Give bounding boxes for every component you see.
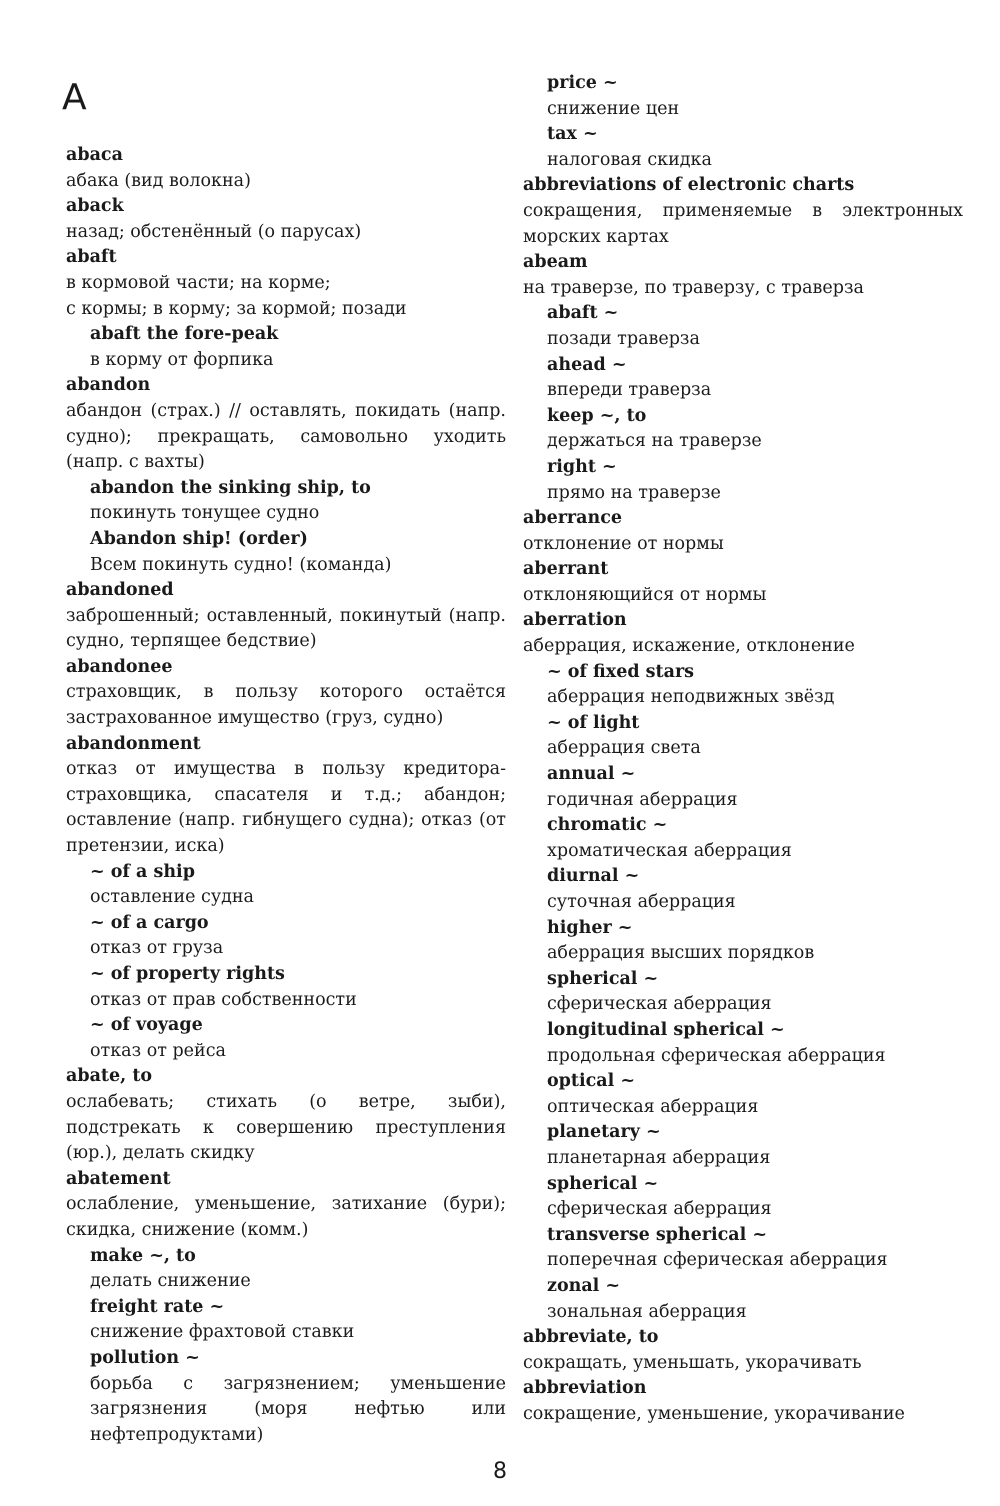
sub-entry: ~ of a cargo bbox=[90, 912, 209, 933]
sub-entry: optical ~ bbox=[547, 1071, 636, 1092]
definition: отклоняющийся от нормы bbox=[523, 584, 767, 605]
sub-definition: Всем покинуть судно! (команда) bbox=[90, 554, 392, 575]
sub-entry: price ~ bbox=[547, 73, 618, 93]
sub-definition: поперечная сферическая аберрация bbox=[547, 1250, 888, 1271]
definition: аберрация, искажение, отклонение bbox=[523, 636, 855, 657]
sub-entry: chromatic ~ bbox=[547, 815, 668, 836]
sub-definition: хроматическая аберрация bbox=[547, 840, 792, 861]
sub-definition: отказ от груза bbox=[90, 938, 224, 959]
sub-definition: снижение цен bbox=[547, 98, 680, 119]
sub-definition: позади траверза bbox=[547, 328, 700, 349]
sub-entry: planetary ~ bbox=[547, 1122, 661, 1143]
sub-definition: отказ от прав собственности bbox=[90, 989, 357, 1010]
sub-definition: снижение фрахтовой ставки bbox=[90, 1322, 355, 1343]
sub-definition: впереди траверза bbox=[547, 380, 712, 401]
sub-definition: сферическая аберрация bbox=[547, 994, 772, 1015]
sub-entry: spherical ~ bbox=[547, 1173, 659, 1194]
headword: aberration bbox=[523, 610, 627, 631]
headword: abeam bbox=[523, 252, 588, 273]
definition: на траверзе, по траверзу, с траверза bbox=[523, 277, 864, 298]
right-column bbox=[523, 71, 963, 1427]
sub-definition: борьба с загрязнением; уменьшение загрязнения (моря нефтью или нефтепродуктами) bbox=[90, 1373, 506, 1445]
sub-entry: longitudinal spherical ~ bbox=[547, 1019, 785, 1040]
sub-definition: в корму от форпика bbox=[90, 349, 274, 370]
headword: abaft bbox=[66, 247, 117, 268]
sub-entry: annual ~ bbox=[547, 764, 636, 785]
sub-entry: abandon the sinking ship, to bbox=[90, 477, 371, 498]
sub-definition: аберрация неподвижных звёзд bbox=[547, 687, 835, 708]
definition: с кормы; в корму; за кормой; позади bbox=[66, 298, 407, 319]
sub-definition: отказ от рейса bbox=[90, 1040, 226, 1061]
sub-entry: keep ~, to bbox=[547, 405, 647, 426]
sub-definition: делать снижение bbox=[90, 1271, 251, 1292]
sub-definition: покинуть тонущее судно bbox=[90, 503, 320, 524]
headword: abbreviation bbox=[523, 1378, 647, 1399]
sub-definition: планетарная аберрация bbox=[547, 1147, 771, 1168]
definition: сокращение, уменьшение, укорачивание bbox=[523, 1403, 905, 1424]
sub-entry: freight rate ~ bbox=[90, 1296, 225, 1317]
sub-entry: tax ~ bbox=[547, 124, 598, 145]
definition: сокращать, уменьшать, укорачивать bbox=[523, 1352, 862, 1373]
headword: abbreviations of electronic charts bbox=[523, 175, 855, 196]
definition: в кормовой части; на корме; bbox=[66, 272, 331, 293]
sub-entry: ~ of light bbox=[547, 712, 640, 733]
headword: aberrance bbox=[523, 508, 623, 529]
headword: aberrant bbox=[523, 559, 609, 580]
sub-definition: оптическая аберрация bbox=[547, 1096, 759, 1117]
headword: abaca bbox=[66, 145, 123, 165]
sub-entry: make ~, to bbox=[90, 1245, 196, 1266]
section-letter: A bbox=[62, 77, 87, 118]
sub-entry: Abandon ship! (order) bbox=[90, 528, 308, 549]
sub-entry: ~ of fixed stars bbox=[547, 661, 695, 682]
definition: отказ от имущества в пользу кредитора-страховщика, спасателя и т.д.; абандон; оставление (напр. гибнущего судна); отказ (от претензии, иска) bbox=[66, 759, 506, 857]
sub-entry: ~ of voyage bbox=[90, 1015, 203, 1036]
sub-entry: ~ of property rights bbox=[90, 964, 285, 985]
sub-definition: налоговая скидка bbox=[547, 149, 712, 170]
definition: заброшенный; оставленный, покинутый (напр. судно, терпящее бедствие) bbox=[66, 605, 506, 652]
left-column bbox=[66, 143, 506, 1445]
sub-definition: суточная аберрация bbox=[547, 892, 736, 912]
sub-entry: diurnal ~ bbox=[547, 866, 640, 887]
definition: сокращения, применяемые в электронных морских картах bbox=[523, 200, 963, 247]
headword: abandonment bbox=[66, 733, 201, 754]
headword: aback bbox=[66, 196, 124, 217]
definition: ослабевать; стихать (о ветре, зыби), подстрекать к совершению преступления (юр.), делать скидку bbox=[66, 1092, 506, 1164]
sub-definition: оставление судна bbox=[90, 887, 254, 908]
headword: abate, to bbox=[66, 1066, 153, 1087]
sub-entry: abaft ~ bbox=[547, 303, 619, 324]
headword: abatement bbox=[66, 1168, 171, 1189]
definition: страховщик, в пользу которого остаётся застрахованное имущество (груз, судно) bbox=[66, 682, 506, 729]
definition: абандон (страх.) // оставлять, покидать (напр. судно); прекращать, самовольно уходить (напр. с вахты) bbox=[66, 400, 506, 473]
definition: абака (вид волокна) bbox=[66, 170, 251, 191]
headword: abandoned bbox=[66, 580, 174, 601]
sub-entry: ~ of a ship bbox=[90, 861, 195, 882]
sub-entry: right ~ bbox=[547, 456, 617, 477]
sub-definition: зональная аберрация bbox=[547, 1301, 747, 1322]
page-number: 8 bbox=[493, 1459, 507, 1484]
sub-definition: прямо на траверзе bbox=[547, 482, 721, 503]
definition: назад; обстенённый (о парусах) bbox=[66, 221, 362, 242]
sub-entry: abaft the fore-peak bbox=[90, 324, 279, 345]
sub-entry: spherical ~ bbox=[547, 968, 659, 989]
headword: abbreviate, to bbox=[523, 1327, 659, 1348]
sub-definition: сферическая аберрация bbox=[547, 1199, 772, 1220]
sub-entry: higher ~ bbox=[547, 917, 633, 938]
sub-entry: transverse spherical ~ bbox=[547, 1224, 768, 1245]
headword: abandonee bbox=[66, 656, 173, 677]
sub-definition: аберрация высших порядков bbox=[547, 943, 815, 964]
headword: abandon bbox=[66, 375, 151, 396]
definition: отклонение от нормы bbox=[523, 533, 724, 554]
sub-definition: годичная аберрация bbox=[547, 789, 738, 810]
sub-definition: держаться на траверзе bbox=[547, 431, 762, 452]
sub-definition: аберрация света bbox=[547, 738, 701, 759]
sub-entry: zonal ~ bbox=[547, 1275, 621, 1296]
sub-definition: продольная сферическая аберрация bbox=[547, 1045, 886, 1066]
sub-entry: ahead ~ bbox=[547, 354, 627, 375]
definition: ослабление, уменьшение, затихание (бури); скидка, снижение (комм.) bbox=[66, 1194, 506, 1240]
sub-entry: pollution ~ bbox=[90, 1347, 200, 1368]
